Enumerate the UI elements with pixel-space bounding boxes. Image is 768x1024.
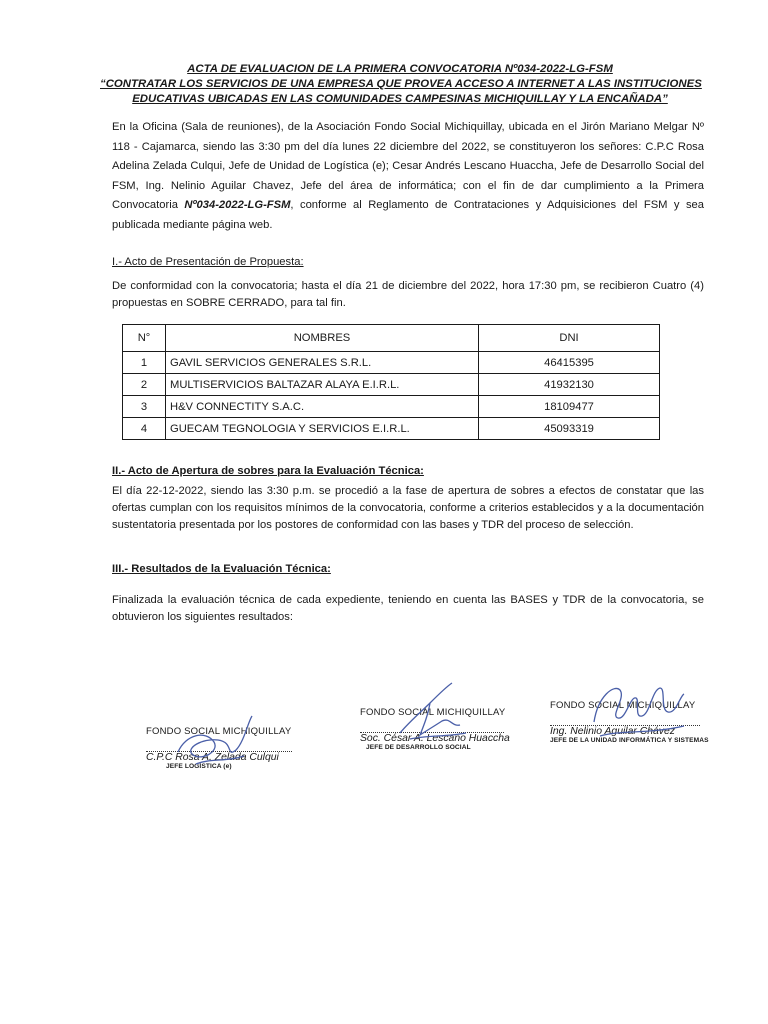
signature-org: FONDO SOCIAL MICHIQUILLAY [146,726,292,737]
intro-text-after: , conforme al Reglamento de Contrataciones y Adquisiciones del FSM y sea publicada mediante página web. [112,199,705,231]
title-line-2: “CONTRATAR LOS SERVICIOS DE UNA EMPRESA QUE PROVEA ACCESO A INTERNET A LAS INSTITUCIONES [100,78,702,90]
signature-org: FONDO SOCIAL MICHIQUILLAY [550,700,696,711]
signature-block-informatica [550,700,709,744]
proposals-table [122,324,660,440]
table-row [123,352,660,374]
row-name: GAVIL SERVICIOS GENERALES S.R.L. [166,352,479,374]
header-name: NOMBRES [166,325,479,352]
signature-role: JEFE LOGÍSTICA (e) [166,763,232,770]
intro-paragraph [112,118,704,235]
title-line-1: ACTA DE EVALUACION DE LA PRIMERA CONVOCATORIA Nº034-2022-LG-FSM [187,63,613,75]
signature-block-desarrollo-social [360,707,510,751]
signature-name: C.P.C Rosa A. Zelada Culqui [146,752,279,763]
row-num: 1 [123,352,166,374]
signature-block-logistica [146,726,292,770]
table-row [123,374,660,396]
row-num: 2 [123,374,166,396]
section-1-paragraph: De conformidad con la convocatoria; hasta el día 21 de diciembre del 2022, hora 17:30 pm, se recibieron Cuatro (4) propuestas en SOBRE CERRADO, para tal fin. [112,280,704,309]
table-header-row [123,325,660,352]
title-line-3: EDUCATIVAS UBICADAS EN LAS COMUNIDADES CAMPESINAS MICHIQUILLAY Y LA ENCAÑADA” [132,93,668,105]
signature-role: JEFE DE DESARROLLO SOCIAL [366,744,471,751]
convocatoria-code: Nº034-2022-LG-FSM [184,199,291,211]
row-name: GUECAM TEGNOLOGIA Y SERVICIOS E.I.R.L. [166,418,479,440]
row-num: 4 [123,418,166,440]
handwritten-signature-icon [580,676,700,756]
row-name: MULTISERVICIOS BALTAZAR ALAYA E.I.R.L. [166,374,479,396]
row-num: 3 [123,396,166,418]
document-title [100,62,700,107]
intro-text-before: En la Oficina (Sala de reuniones), de la Asociación Fondo Social Michiquillay, ubicada en el Jirón Mariano Melgar Nº 118 - Cajamarca, siendo las 3:30 pm del día lunes 22 diciembre del 2022, se constituyeron los señores: C.P.C Rosa Adelina Zelada Culqui, Jefe de Unidad de Logística (e); Cesar Andrés Lescano Huaccha, Jefe de Desarrollo Social del FSM, Ing. Nelinio Aguilar Chavez, Jefe del área de informática; con el fin de dar cumplimiento a la Primera Convocatoria [112,121,704,211]
table-row [123,396,660,418]
table-row [123,418,660,440]
signature-name: Soc. César A. Lescano Huaccha [360,733,510,744]
section-3-paragraph: Finalizada la evaluación técnica de cada expediente, teniendo en cuenta las BASES y TDR de la convocatoria, se obtuvieron los siguientes resultados: [112,594,704,623]
row-dni: 46415395 [479,352,660,374]
row-dni: 18109477 [479,396,660,418]
section-1-heading: I.- Acto de Presentación de Propuesta: [112,256,304,268]
row-name: H&V CONNECTITY S.A.C. [166,396,479,418]
handwritten-signature-icon [156,712,276,782]
section-2-paragraph: El día 22-12-2022, siendo las 3:30 p.m. se procedió a la fase de apertura de sobres a efectos de constatar que las ofertas cumplan con los requisitos mínimos de la convocatoria, conforme a criterios establecidos y a la documentación sustentatoria presentada por los postores de conformidad con las bases y TDR del proceso de selección. [112,485,704,531]
section-2-heading: II.- Acto de Apertura de sobres para la Evaluación Técnica: [112,465,424,477]
signature-name: Ing. Nelinio Aguilar Chávez [550,726,675,737]
handwritten-signature-icon [380,681,490,751]
header-num: N° [123,325,166,352]
signature-role: JEFE DE LA UNIDAD INFORMÁTICA Y SISTEMAS [550,737,709,744]
signature-org: FONDO SOCIAL MICHIQUILLAY [360,707,506,718]
row-dni: 41932130 [479,374,660,396]
row-dni: 45093319 [479,418,660,440]
section-3-heading: III.- Resultados de la Evaluación Técnica: [112,563,331,575]
header-dni: DNI [479,325,660,352]
